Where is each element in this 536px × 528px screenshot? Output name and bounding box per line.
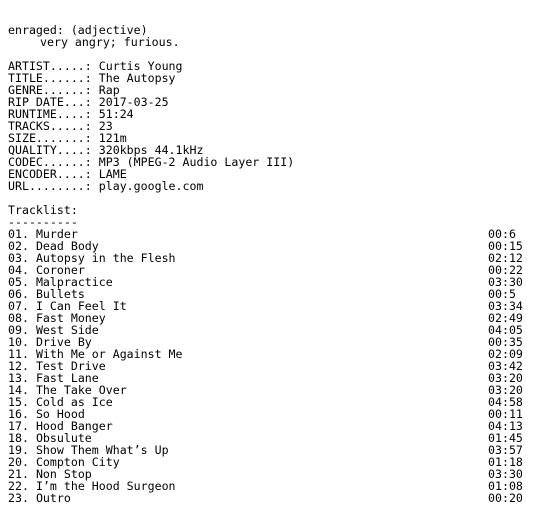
info-key: ENCODER....: [8, 167, 85, 181]
info-separator: :: [84, 71, 99, 85]
track-title: Cold as Ice: [35, 395, 113, 409]
track-title: Non Stop: [35, 467, 92, 481]
definition-meaning: very angry; furious.: [40, 35, 180, 49]
track-number: 11.: [8, 347, 29, 361]
info-key: RUNTIME....: [8, 107, 85, 121]
info-separator: :: [84, 107, 99, 121]
track-duration: 01:08: [488, 479, 523, 493]
track-title: Dead Body: [35, 239, 99, 253]
track-number: 04.: [8, 263, 29, 277]
track-number: 20.: [8, 455, 29, 469]
track-number: 06.: [8, 287, 29, 301]
info-key: GENRE......: [8, 83, 85, 97]
info-separator: :: [84, 83, 99, 97]
track-duration: 03:20: [488, 383, 523, 397]
track-row: [8, 396, 530, 408]
track-duration: 01:45: [488, 431, 523, 445]
track-duration: 00:20: [488, 491, 523, 505]
track-title: I Can Feel It: [35, 299, 127, 313]
track-number: 12.: [8, 359, 29, 373]
track-title: Outro: [35, 491, 71, 505]
track-title: Show Them What’s Up: [35, 443, 169, 457]
track-number: 01.: [8, 227, 29, 241]
info-value: 23: [98, 119, 113, 133]
track-duration: 03:57: [488, 443, 523, 457]
info-value: The Autopsy: [98, 71, 176, 85]
track-duration: 02:09: [488, 347, 523, 361]
info-value: LAME: [98, 167, 127, 181]
track-title: Compton City: [35, 455, 120, 469]
info-separator: :: [84, 143, 99, 157]
info-value: 51:24: [98, 107, 134, 121]
track-title: Malpractice: [35, 275, 113, 289]
track-number: 02.: [8, 239, 29, 253]
track-number: 08.: [8, 311, 29, 325]
track-duration: 04:05: [488, 323, 523, 337]
track-number: 09.: [8, 323, 29, 337]
info-value: 121m: [98, 131, 127, 145]
track-row: [8, 252, 530, 264]
tracklist-heading: Tracklist:: [8, 203, 78, 217]
track-title: Hood Banger: [35, 419, 113, 433]
track-title: With Me or Against Me: [35, 347, 183, 361]
track-number: 03.: [8, 251, 29, 265]
info-key: CODEC......: [8, 155, 85, 169]
info-separator: :: [84, 155, 99, 169]
track-number: 10.: [8, 335, 29, 349]
track-duration: 00:11: [488, 407, 523, 421]
info-value: play.google.com: [98, 179, 204, 193]
track-duration: 00:15: [488, 239, 523, 253]
info-row: [8, 180, 530, 192]
track-title: Murder: [35, 227, 78, 241]
track-number: 07.: [8, 299, 29, 313]
track-number: 14.: [8, 383, 29, 397]
track-duration: 04:13: [488, 419, 523, 433]
definition-term: enraged: (adjective): [8, 23, 148, 37]
track-row: [8, 276, 530, 288]
info-separator: :: [84, 179, 99, 193]
track-title: The Take Over: [35, 383, 127, 397]
track-number: 22.: [8, 479, 29, 493]
info-value: MP3 (MPEG-2 Audio Layer III): [98, 155, 295, 169]
track-duration: 00:6: [488, 227, 516, 241]
track-duration: 03:30: [488, 275, 523, 289]
info-separator: :: [84, 131, 99, 145]
info-value: 2017-03-25: [98, 95, 169, 109]
info-key: TRACKS.....: [8, 119, 85, 133]
info-key: URL........: [8, 179, 85, 193]
track-title: Obsulute: [35, 431, 92, 445]
track-duration: 01:18: [488, 455, 523, 469]
track-title: Fast Money: [35, 311, 106, 325]
track-duration: 04:58: [488, 395, 523, 409]
track-number: 19.: [8, 443, 29, 457]
track-number: 16.: [8, 407, 29, 421]
track-duration: 00:5: [488, 287, 516, 301]
track-duration: 00:22: [488, 263, 523, 277]
track-number: 15.: [8, 395, 29, 409]
info-value: Rap: [98, 83, 120, 97]
track-number: 17.: [8, 419, 29, 433]
info-value: Curtis Young: [98, 59, 183, 73]
track-number: 21.: [8, 467, 29, 481]
track-title: I’m the Hood Surgeon: [35, 479, 176, 493]
track-title: Coroner: [35, 263, 85, 277]
track-title: So Hood: [35, 407, 85, 421]
track-title: Fast Lane: [35, 371, 99, 385]
track-number: 18.: [8, 431, 29, 445]
info-separator: :: [84, 167, 99, 181]
track-number: 13.: [8, 371, 29, 385]
info-key: SIZE.......: [8, 131, 85, 145]
track-title: West Side: [35, 323, 99, 337]
info-separator: :: [84, 119, 99, 133]
track-number: 23.: [8, 491, 29, 505]
track-duration: 03:42: [488, 359, 523, 373]
track-title: Drive By: [35, 335, 92, 349]
track-title: Autopsy in the Flesh: [35, 251, 176, 265]
info-block: [8, 60, 530, 192]
spacer: [8, 192, 530, 204]
tracklist-rule: ----------: [8, 215, 78, 229]
track-duration: 03:30: [488, 467, 523, 481]
info-key: QUALITY....: [8, 143, 85, 157]
track-duration: 00:35: [488, 335, 523, 349]
track-list: [8, 228, 530, 504]
track-row: [8, 480, 530, 492]
track-title: Test Drive: [35, 359, 106, 373]
info-key: TITLE......: [8, 71, 85, 85]
info-key: ARTIST.....: [8, 59, 85, 73]
track-number: 05.: [8, 275, 29, 289]
document-body: [8, 24, 530, 504]
info-separator: :: [84, 59, 99, 73]
track-row: [8, 492, 530, 504]
info-key: RIP DATE...: [8, 95, 85, 109]
track-duration: 02:12: [488, 251, 523, 265]
track-title: Bullets: [35, 287, 85, 301]
info-value: 320kbps 44.1kHz: [98, 143, 204, 157]
info-separator: :: [84, 95, 99, 109]
track-duration: 03:20: [488, 371, 523, 385]
track-duration: 02:49: [488, 311, 523, 325]
track-duration: 03:34: [488, 299, 523, 313]
